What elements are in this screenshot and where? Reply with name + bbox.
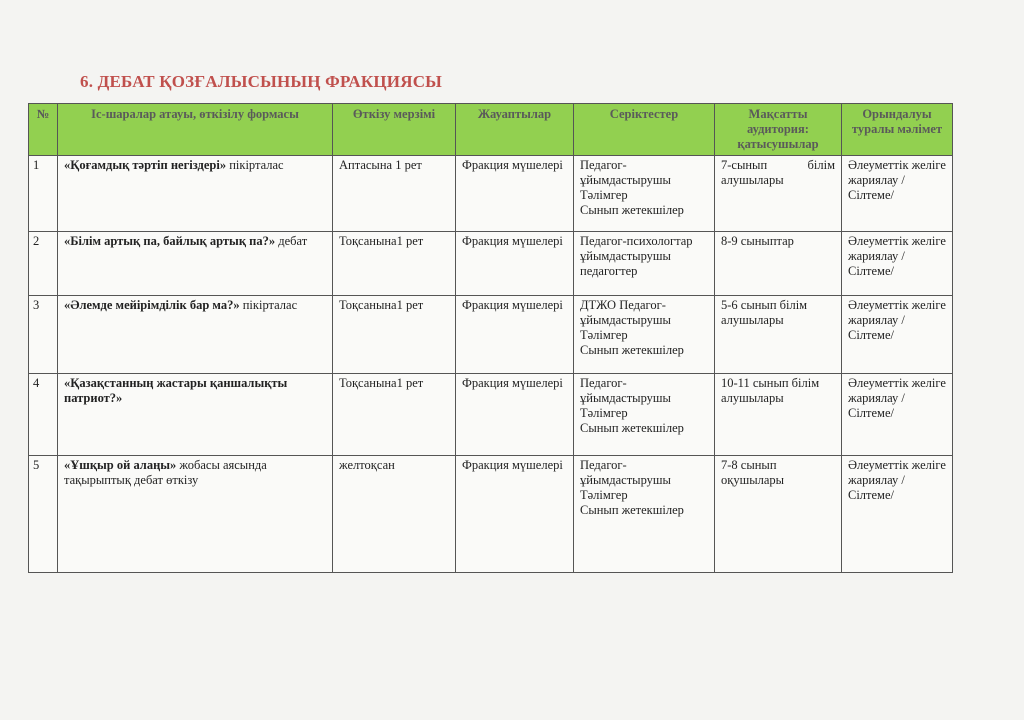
row-num: 2 xyxy=(29,232,58,296)
partner-line: Тәлімгер xyxy=(580,328,628,342)
row-time: Аптасына 1 рет xyxy=(333,156,456,232)
partner-line: Сынып жетекшілер xyxy=(580,503,684,517)
event-format: жобасы аясында тақырыптық дебат өткізу xyxy=(64,458,267,487)
row-partners xyxy=(574,232,715,296)
row-partners xyxy=(574,374,715,456)
partner-line: Сынып жетекшілер xyxy=(580,203,684,217)
event-format: дебат xyxy=(275,234,308,248)
partner-line: ұйымдастырушы xyxy=(580,249,671,263)
row-info: Әлеуметтік желіге жариялау /Сілтеме/ xyxy=(842,374,953,456)
event-title: «Білім артық па, байлық артық па?» xyxy=(64,234,276,248)
row-responsible: Фракция мүшелері xyxy=(456,156,574,232)
row-time: желтоқсан xyxy=(333,456,456,573)
row-audience: 7-сынып білім алушылары xyxy=(715,156,842,232)
header-event: Іс-шаралар атауы, өткізілу формасы xyxy=(58,104,333,156)
partner-line: ұйымдастырушы xyxy=(580,173,671,187)
event-format: пікірталас xyxy=(239,298,298,312)
header-num: № xyxy=(29,104,58,156)
row-audience: 8-9 сыныптар xyxy=(715,232,842,296)
row-event xyxy=(58,296,333,374)
event-format: пікірталас xyxy=(226,158,284,172)
row-event xyxy=(58,232,333,296)
row-responsible: Фракция мүшелері xyxy=(456,374,574,456)
table-row xyxy=(29,156,953,232)
header-info: Орындалуы туралы мәлімет xyxy=(842,104,953,156)
partner-line: Тәлімгер xyxy=(580,488,628,502)
partner-line: Сынып жетекшілер xyxy=(580,421,684,435)
partner-line: Тәлімгер xyxy=(580,406,628,420)
partner-line: ұйымдастырушы xyxy=(580,313,671,327)
event-title: «Әлемде мейірімділік бар ма?» xyxy=(64,298,240,312)
event-title: «Ұшқыр ой алаңы» xyxy=(64,458,177,472)
debate-plan-table xyxy=(28,103,953,573)
table-row xyxy=(29,456,953,573)
page-title: 6. ДЕБАТ ҚОЗҒАЛЫСЫНЫҢ ФРАКЦИЯСЫ xyxy=(80,72,443,91)
row-responsible: Фракция мүшелері xyxy=(456,232,574,296)
row-num: 5 xyxy=(29,456,58,573)
header-audience: Мақсатты аудитория: қатысушылар xyxy=(715,104,842,156)
header-responsible: Жауаптылар xyxy=(456,104,574,156)
table-header-row xyxy=(29,104,953,156)
partner-line: Педагог-психологтар xyxy=(580,234,693,248)
partner-line: Педагог- xyxy=(580,458,627,472)
row-event xyxy=(58,456,333,573)
partner-line: педагогтер xyxy=(580,264,638,278)
row-audience: 10-11 сынып білім алушылары xyxy=(715,374,842,456)
row-info: Әлеуметтік желіге жариялау /Сілтеме/ xyxy=(842,156,953,232)
partner-line: Тәлімгер xyxy=(580,188,628,202)
row-responsible: Фракция мүшелері xyxy=(456,456,574,573)
row-info: Әлеуметтік желіге жариялау /Сілтеме/ xyxy=(842,296,953,374)
header-time: Өткізу мерзімі xyxy=(333,104,456,156)
row-audience: 5-6 сынып білім алушылары xyxy=(715,296,842,374)
partner-line: ұйымдастырушы xyxy=(580,391,671,405)
table-row xyxy=(29,296,953,374)
table-row xyxy=(29,232,953,296)
row-time: Тоқсанына1 рет xyxy=(333,296,456,374)
row-info: Әлеуметтік желіге жариялау /Сілтеме/ xyxy=(842,456,953,573)
header-partners: Серіктестер xyxy=(574,104,715,156)
row-info: Әлеуметтік желіге жариялау /Сілтеме/ xyxy=(842,232,953,296)
partner-line: ДТЖО Педагог- xyxy=(580,298,666,312)
row-num: 1 xyxy=(29,156,58,232)
table-row xyxy=(29,374,953,456)
row-audience: 7-8 сынып оқушылары xyxy=(715,456,842,573)
row-time: Тоқсанына1 рет xyxy=(333,374,456,456)
partner-line: ұйымдастырушы xyxy=(580,473,671,487)
row-partners xyxy=(574,296,715,374)
row-partners xyxy=(574,456,715,573)
row-time: Тоқсанына1 рет xyxy=(333,232,456,296)
partner-line: Педагог- xyxy=(580,158,627,172)
event-title: «Қоғамдық тәртіп негіздері» xyxy=(64,158,227,172)
row-responsible: Фракция мүшелері xyxy=(456,296,574,374)
row-partners xyxy=(574,156,715,232)
row-num: 4 xyxy=(29,374,58,456)
event-title: «Қазақстанның жастары қаншалықты патриот?» xyxy=(64,376,288,405)
row-event xyxy=(58,156,333,232)
partner-line: Педагог- xyxy=(580,376,627,390)
row-num: 3 xyxy=(29,296,58,374)
row-event xyxy=(58,374,333,456)
partner-line: Сынып жетекшілер xyxy=(580,343,684,357)
